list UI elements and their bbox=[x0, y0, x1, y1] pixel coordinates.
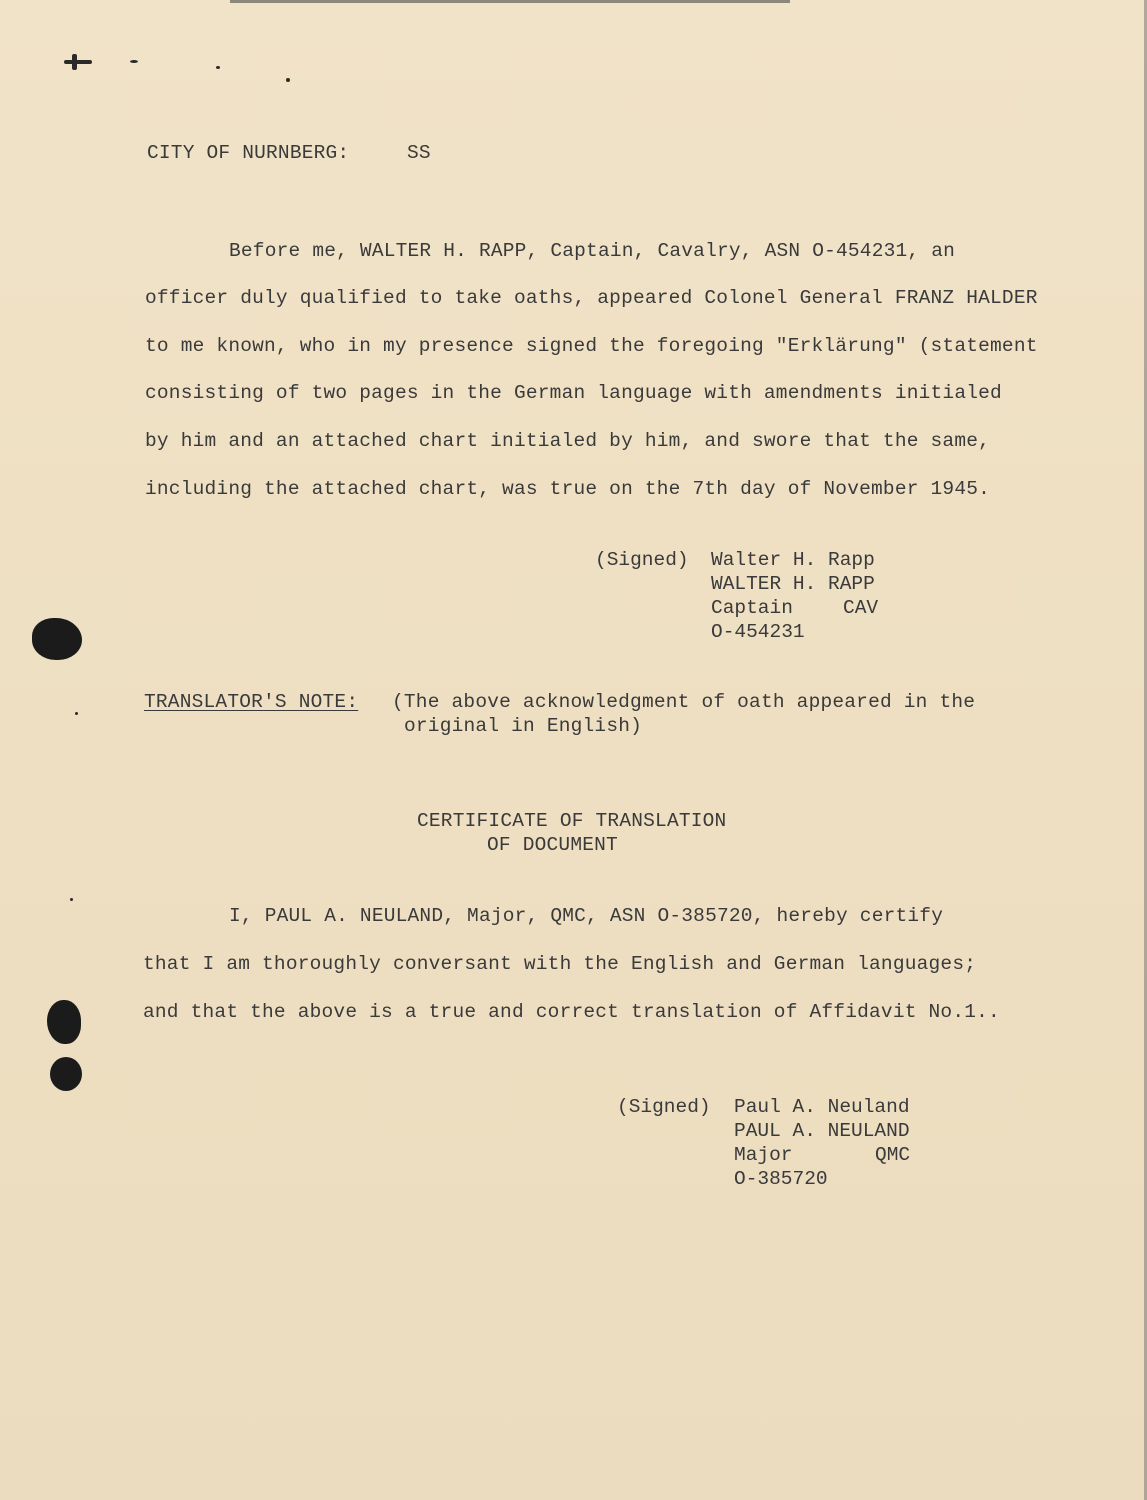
oath-signer-serial: O-454231 bbox=[711, 621, 805, 643]
certificate-subtitle: OF DOCUMENT bbox=[487, 834, 618, 856]
certificate-signer-serial: O-385720 bbox=[734, 1168, 828, 1190]
oath-signer-name: WALTER H. RAPP bbox=[711, 573, 875, 595]
page-top-edge bbox=[230, 0, 790, 3]
oath-signed-label: (Signed) bbox=[595, 549, 689, 571]
mark-arrow bbox=[64, 60, 92, 64]
certificate-signer-branch: QMC bbox=[875, 1144, 911, 1166]
speck bbox=[130, 60, 138, 63]
oath-line: consisting of two pages in the German language with amendments initialed bbox=[145, 382, 1002, 404]
speck bbox=[216, 66, 220, 69]
speck bbox=[75, 712, 78, 715]
punch-hole-1 bbox=[32, 618, 82, 660]
certificate-title: CERTIFICATE OF TRANSLATION bbox=[417, 810, 727, 832]
certificate-line: I, PAUL A. NEULAND, Major, QMC, ASN O-385720, hereby certify bbox=[229, 905, 944, 927]
certificate-signer-name: PAUL A. NEULAND bbox=[734, 1120, 910, 1142]
oath-signer-branch: CAV bbox=[843, 597, 879, 619]
translator-note-text: (The above acknowledgment of oath appeared in the bbox=[392, 691, 976, 713]
oath-line: officer duly qualified to take oaths, appeared Colonel General FRANZ HALDER bbox=[145, 287, 1038, 309]
certificate-signature: Paul A. Neuland bbox=[734, 1096, 910, 1118]
venue-heading: CITY OF NURNBERG: bbox=[147, 142, 350, 164]
venue-ss: SS bbox=[407, 142, 431, 164]
oath-signature: Walter H. Rapp bbox=[711, 549, 875, 571]
certificate-line: that I am thoroughly conversant with the English and German languages; bbox=[143, 953, 977, 975]
certificate-signer-rank: Major bbox=[734, 1144, 793, 1166]
certificate-line: and that the above is a true and correct translation of Affidavit No.1.. bbox=[143, 1001, 1000, 1023]
mark-arrow-tip bbox=[72, 54, 77, 70]
oath-line: including the attached chart, was true on the 7th day of November 1945. bbox=[145, 478, 991, 500]
punch-hole-2 bbox=[47, 1000, 81, 1044]
oath-line: Before me, WALTER H. RAPP, Captain, Cavalry, ASN O-454231, an bbox=[229, 240, 956, 262]
translator-note-text: original in English) bbox=[404, 715, 643, 737]
speck bbox=[70, 898, 73, 901]
translator-note-label: TRANSLATOR'S NOTE: bbox=[144, 691, 359, 713]
certificate-signed-label: (Signed) bbox=[617, 1096, 711, 1118]
oath-line: by him and an attached chart initialed by him, and swore that the same, bbox=[145, 430, 991, 452]
speck bbox=[286, 78, 290, 82]
punch-hole-3 bbox=[50, 1057, 82, 1091]
oath-signer-rank: Captain bbox=[711, 597, 793, 619]
oath-line: to me known, who in my presence signed the foregoing "Erklärung" (statement bbox=[145, 335, 1038, 357]
